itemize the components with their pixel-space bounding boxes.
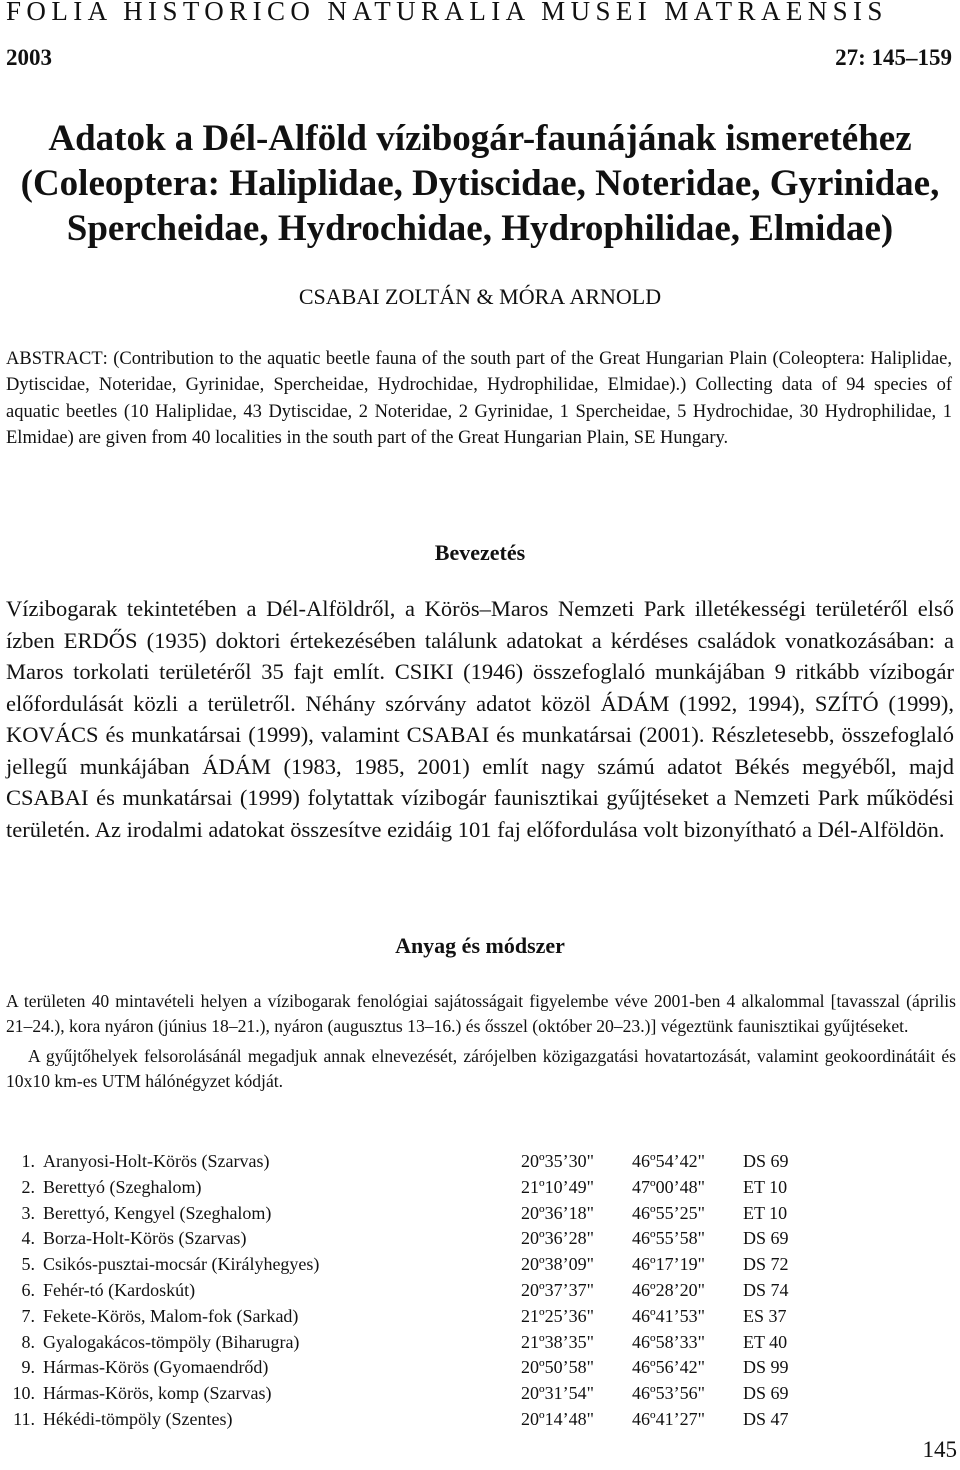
locality-utm: ET 10: [743, 1176, 788, 1197]
journal-title: FOLIA HISTORICO NATURALIA MUSEI MATRAENSIS: [6, 0, 888, 26]
page-number: 145: [922, 1437, 957, 1462]
locality-latitude: 46º55’58": [632, 1228, 705, 1249]
author-2-given-rest: RNOLD: [585, 284, 662, 309]
locality-longitude: 20º36’18": [521, 1202, 594, 1223]
cite-csabai-2-rest: SABAI: [21, 785, 89, 810]
locality-row: [0, 1408, 960, 1434]
cite-csiki-rest: SIKI: [409, 659, 454, 684]
cite-adam-2-rest: DÁM: [218, 753, 271, 779]
cite-szito-rest: ZÍTÓ: [827, 690, 879, 716]
locality-longitude: 20º50’58": [521, 1357, 594, 1378]
locality-row: [0, 1176, 960, 1202]
locality-number: 10.: [12, 1383, 35, 1404]
locality-longitude: 20º31’54": [521, 1383, 594, 1404]
locality-row: [0, 1202, 960, 1228]
locality-utm: ET 10: [743, 1202, 788, 1223]
cite-adam-2-initial: Á: [202, 753, 219, 779]
locality-utm: DS 69: [743, 1228, 789, 1249]
locality-latitude: 46º53’56": [632, 1383, 705, 1404]
locality-name: Gyalogakácos-tömpöly (Biharugra): [43, 1331, 300, 1352]
abstract-label-rest: BSTRACT: [19, 349, 103, 369]
locality-name: Borza-Holt-Körös (Szarvas): [43, 1228, 247, 1249]
intro-text-7: és munkatársai (2001). Részletesebb, összefoglaló jellegű munkájában: [6, 722, 954, 779]
locality-utm: ET 40: [743, 1331, 788, 1352]
abstract-label-initial: A: [6, 349, 20, 369]
author-2-surname-rest: ÓRA: [518, 284, 566, 309]
title-line-2: (Coleoptera: Haliplidae, Dytiscidae, Noteridae, Gyrinidae,: [20, 163, 940, 204]
cite-kovacs-initial: K: [6, 722, 23, 747]
intro-text-3: (1946) összefoglaló munkájában 9 ritkább vízibogár előfordulását közli a területről. Néhány szórvány adatot közöl: [6, 659, 954, 716]
locality-name: Hármas-Körös, komp (Szarvas): [43, 1383, 272, 1404]
locality-name: Hármas-Körös (Gyomaendrőd): [43, 1357, 269, 1378]
author-line: [0, 284, 960, 310]
locality-utm: DS 47: [743, 1408, 789, 1429]
locality-row: [0, 1150, 960, 1176]
locality-longitude: 21º25’36": [521, 1305, 594, 1326]
locality-longitude: 20º38’09": [521, 1254, 594, 1275]
locality-latitude: 46º17’19": [632, 1254, 705, 1275]
locality-number: 6.: [21, 1279, 35, 1300]
cite-adam-1-initial: Á: [600, 690, 617, 716]
cite-kovacs-rest: OVÁCS: [22, 722, 99, 747]
locality-latitude: 46º41’53": [632, 1305, 705, 1326]
locality-name: Berettyó, Kengyel (Szeghalom): [43, 1202, 272, 1223]
locality-longitude: 20º37’37": [521, 1279, 594, 1300]
author-ampersand: &: [476, 284, 494, 309]
section-heading-methods: Anyag és módszer: [395, 933, 565, 958]
locality-number: 5.: [21, 1254, 35, 1275]
locality-row: [0, 1279, 960, 1305]
intro-paragraph: [6, 593, 954, 845]
locality-longitude: 20º36’28": [521, 1228, 594, 1249]
locality-number: 8.: [21, 1331, 35, 1352]
locality-latitude: 47º00’48": [632, 1176, 705, 1197]
locality-name: Aranyosi-Holt-Körös (Szarvas): [43, 1151, 270, 1171]
intro-text-4: (1992, 1994),: [669, 690, 815, 716]
cite-csabai-1-initial: C: [406, 722, 422, 747]
locality-utm: DS 99: [743, 1357, 789, 1378]
author-1-given-rest: OLTÁN: [398, 284, 472, 309]
author-2-given-initial: A: [569, 284, 586, 309]
cite-erdos-initial: E: [63, 627, 78, 653]
locality-number: 7.: [21, 1305, 35, 1326]
author-1-given-initial: Z: [385, 284, 399, 309]
section-heading-intro: Bevezetés: [434, 540, 526, 565]
locality-number: 1.: [21, 1151, 35, 1171]
intro-text-5: (1999),: [878, 690, 954, 716]
locality-name: Csikós-pusztai-mocsár (Királyhegyes): [43, 1254, 320, 1275]
cite-szito-initial: S: [814, 690, 828, 716]
locality-latitude: 46º54’42": [632, 1151, 705, 1171]
locality-row: [0, 1227, 960, 1253]
intro-text-2: (1935) doktori értekezésében találunk adatokat a kérdéses családok vonatkozásában: a Maros torkolati területéről 35 fajt említ.: [6, 627, 954, 684]
locality-name: Fehér-tó (Kardoskút): [43, 1279, 196, 1300]
abstract: [6, 346, 952, 451]
locality-latitude: 46º28’20": [632, 1279, 705, 1300]
abstract-text: (Contribution to the aquatic beetle fauna of the south part of the Great Hungarian Plain (Coleoptera: Haliplidae, Dytiscidae, Noteridae, Gyrinidae, Spercheidae, Hydrochidae, Hydrophilidae, Elmidae).) Collecting data of 94 species of aquatic beetles (10 Haliplidae, 43 Dytiscidae, 2 Noteridae, 2 Gyrinidae, 1 Spercheidae, 5 Hydrochidae, 30 Hydrophilidae, 1 Elmidae) are given from 40 localities in the south part of the Great Hungarian Plain, SE Hungary.: [6, 349, 952, 448]
locality-latitude: 46º41’27": [632, 1408, 705, 1429]
author-1-surname-rest: SABAI: [313, 284, 380, 309]
title-line-3: Spercheidae, Hydrochidae, Hydrophilidae, Elmidae): [66, 208, 894, 249]
cite-csabai-1-rest: SABAI: [421, 722, 490, 747]
locality-number: 4.: [21, 1228, 35, 1249]
locality-list: [0, 1150, 960, 1434]
locality-utm: ES 37: [743, 1305, 787, 1326]
locality-name: Hékédi-tömpöly (Szentes): [43, 1408, 233, 1429]
locality-number: 3.: [21, 1202, 35, 1223]
author-2-initial: M: [499, 284, 519, 309]
locality-row: [0, 1382, 960, 1408]
cite-erdos-rest: RDŐS: [77, 627, 138, 653]
article-title: [0, 116, 960, 251]
locality-longitude: 20º35’30": [521, 1151, 594, 1171]
locality-longitude: 20º14’48": [521, 1408, 594, 1429]
locality-longitude: 21º38’35": [521, 1331, 594, 1352]
abstract-label-colon: :: [102, 349, 108, 369]
locality-row: [0, 1305, 960, 1331]
locality-utm: DS 72: [743, 1254, 789, 1275]
locality-number: 11.: [13, 1408, 35, 1429]
locality-number: 2.: [21, 1176, 35, 1197]
locality-utm: DS 69: [743, 1383, 789, 1404]
locality-latitude: 46º56’42": [632, 1357, 705, 1378]
cite-csabai-2-initial: C: [6, 785, 22, 810]
locality-name: Berettyó (Szeghalom): [43, 1176, 202, 1197]
locality-row: [0, 1331, 960, 1357]
intro-text-1: Vízibogarak tekintetében a Dél-Alföldről, a Körös–Maros Nemzeti Park illetékességi területéről első ízben: [6, 596, 954, 653]
publication-year: 2003: [6, 45, 52, 70]
methods-paragraph-2: A gyűjtőhelyek felsorolásánál megadjuk annak elnevezését, zárójelben közigazgatási hovatartozását, valamint geokoordinátáit és 10x10 km-es UTM hálónégyzet kódját.: [6, 1045, 956, 1092]
author-1-initial: C: [298, 284, 314, 309]
intro-text-9: és munkatársai (1999) folytattak vízibogár faunisztikai gyűjtéseket a Nemzeti Park működési területén. Az irodalmi adatokat összesítve ezidáig 101 faj előfordulása volt bizonyítható a Dél-Alföldön.: [6, 785, 954, 842]
locality-utm: DS 74: [743, 1279, 789, 1300]
cite-adam-1-rest: DÁM: [616, 690, 670, 716]
intro-text-8: (1983, 1985, 2001) említ nagy számú adatot Békés megyéből, majd: [270, 753, 954, 779]
methods-paragraph-1: A területen 40 mintavételi helyen a vízibogarak fenológiai sajátosságait figyelembe véve 2001-ben 4 alkalommal [tavasszal (április 21–24.), kora nyáron (június 18–21.), nyáron (augusztus 13–16.) és ősszel (október 20–23.)] végeztünk faunisztikai gyűjtéseket.: [6, 991, 956, 1037]
intro-text-6: és munkatársai (1999), valamint: [98, 722, 407, 747]
locality-latitude: 46º58’33": [632, 1331, 705, 1352]
methods-section: [6, 989, 956, 1095]
title-line-1: Adatok a Dél-Alföld vízibogár-faunájának ismeretéhez: [48, 118, 912, 159]
locality-longitude: 21º10’49": [521, 1176, 594, 1197]
volume-pages: 27: 145–159: [835, 45, 952, 70]
locality-row: [0, 1356, 960, 1382]
locality-row: [0, 1253, 960, 1279]
locality-utm: DS 69: [743, 1151, 789, 1171]
locality-name: Fekete-Körös, Malom-fok (Sarkad): [43, 1305, 299, 1326]
cite-csiki-initial: C: [394, 659, 410, 684]
locality-latitude: 46º55’25": [632, 1202, 705, 1223]
locality-number: 9.: [21, 1357, 35, 1378]
